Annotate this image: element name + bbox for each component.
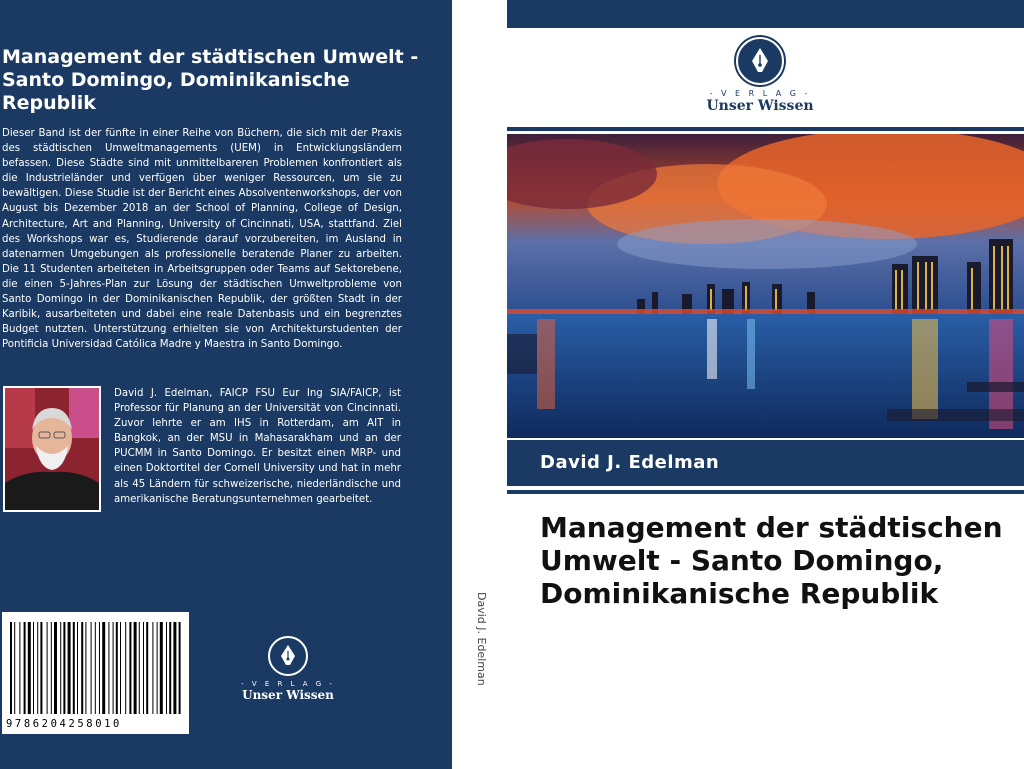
barcode-bar [102,622,105,714]
barcode-bars [2,612,189,734]
barcode-bar [28,622,31,714]
front-top-bar [507,0,1024,28]
barcode-bar [169,622,171,714]
author-portrait-image [5,388,99,510]
barcode-bar [113,622,114,714]
barcode-bar [120,622,121,714]
city-skyline-image [507,134,1024,438]
barcode-bar [99,622,100,714]
front-publisher-name: Unser Wissen [706,98,814,114]
barcode-bar [73,622,75,714]
barcode-bar [179,622,181,714]
barcode-bar [152,622,153,714]
front-rule-bottom [507,490,1024,494]
barcode-bar [68,622,71,714]
barcode-bar [95,622,96,714]
front-publisher-logo [700,37,820,114]
back-publisher-logo [240,636,336,702]
barcode-bar [24,622,26,714]
barcode-bar [33,622,34,714]
barcode-bar [91,622,92,714]
barcode-bar [40,622,42,714]
barcode-bar [108,622,109,714]
barcode-bar [63,622,65,714]
back-cover [0,0,452,769]
barcode-bar [85,622,86,714]
back-publisher-verlag: - V E R L A G - [241,680,335,688]
barcode-bar [143,622,144,714]
barcode-bar [51,622,52,714]
back-cover-title: Management der städtischen Umwelt - Santo Domingo, Dominikanische Republik [2,46,419,114]
barcode-bar [54,622,57,714]
barcode-bar [60,622,61,714]
barcode-bar [173,622,176,714]
front-rule-top [507,127,1024,131]
barcode-bar [77,622,78,714]
barcode-bar [116,622,118,714]
fountain-pen-nib-icon [268,636,308,676]
front-cover-title: Management der städtischen Umwelt - Santo Domingo, Dominikanische Republik [540,511,1003,610]
isbn-barcode [2,612,189,734]
barcode-bar [160,622,163,714]
back-publisher-name: Unser Wissen [242,688,334,702]
barcode-bar [134,622,137,714]
front-author-name: David J. Edelman [540,452,720,473]
barcode-bar [47,622,48,714]
barcode-bar [81,622,83,714]
cover-photo [507,134,1024,438]
barcode-bar [37,622,38,714]
author-photo [3,386,101,512]
barcode-bar [139,622,140,714]
author-bio: David J. Edelman, FAICP FSU Eur Ing SIA/FAICP, ist Professor für Planung an der Universität von Cincinnati. Zuvor lehrte er am IHS in Rotterdam, am AIT in Bangkok, an der MSU in Mahasarakham und an der PUCMM in Santo Domingo. Er besitzt einen MRP- und einen Doktortitel der Cornell University und hat in mehr als 45 Ländern für schweizerische, niederländische und amerikanische Beratungsunternehmen gearbeitet. [114,388,401,505]
front-publisher-verlag: - V E R L A G - [709,89,811,98]
back-cover-blurb: Dieser Band ist der fünfte in einer Reihe von Büchern, die sich mit der Praxis des städtischen Umweltmanagements (UEM) in Entwicklungsländern befassen. Diese Städte sind mit unmittelbareren Problemen konfrontiert als die Industrieländer und verfügen über weniger Ressourcen, um sie zu bewältigen. Diese Studie ist der Bericht eines Absolventenworkshops, der von August bis Dezember 2018 an der School of Planning, College of Design, Architecture, Art and Planning, University of Cincinnati, USA, stattfand. Ziel des Workshops war es, Studierende darauf vorzubereiten, im Ausland in datenarmen Umgebungen als professionelle beratende Planer zu arbeiten. Die 11 Studenten arbeiteten in Arbeitsgruppen oder Teams auf Sektorebene, die einen 5-Jahres-Plan zur Lösung der städtischen Umweltprobleme von Santo Domingo in der Dominikanischen Republik, der größten Stadt in der Karibik, ausarbeiteten und dabei eine reale Datenbasis und ein begrenztes Budget nutzten. Unterstützung erhielten sie von Architekturstudenten der Pontificia Universidad Católica Madre y Maestra in Santo Domingo. [2,128,402,351]
barcode-bar [157,622,158,714]
spine-author: David J. Edelman [475,592,488,686]
fountain-pen-nib-icon [736,37,784,85]
barcode-bar [10,622,12,714]
barcode-bar [129,622,131,714]
barcode-bar [14,622,15,714]
barcode-bar [125,622,126,714]
barcode-bar [146,622,148,714]
barcode-bar [19,622,20,714]
barcode-bar [166,622,167,714]
isbn-digits: 9786204258010 [6,718,122,730]
